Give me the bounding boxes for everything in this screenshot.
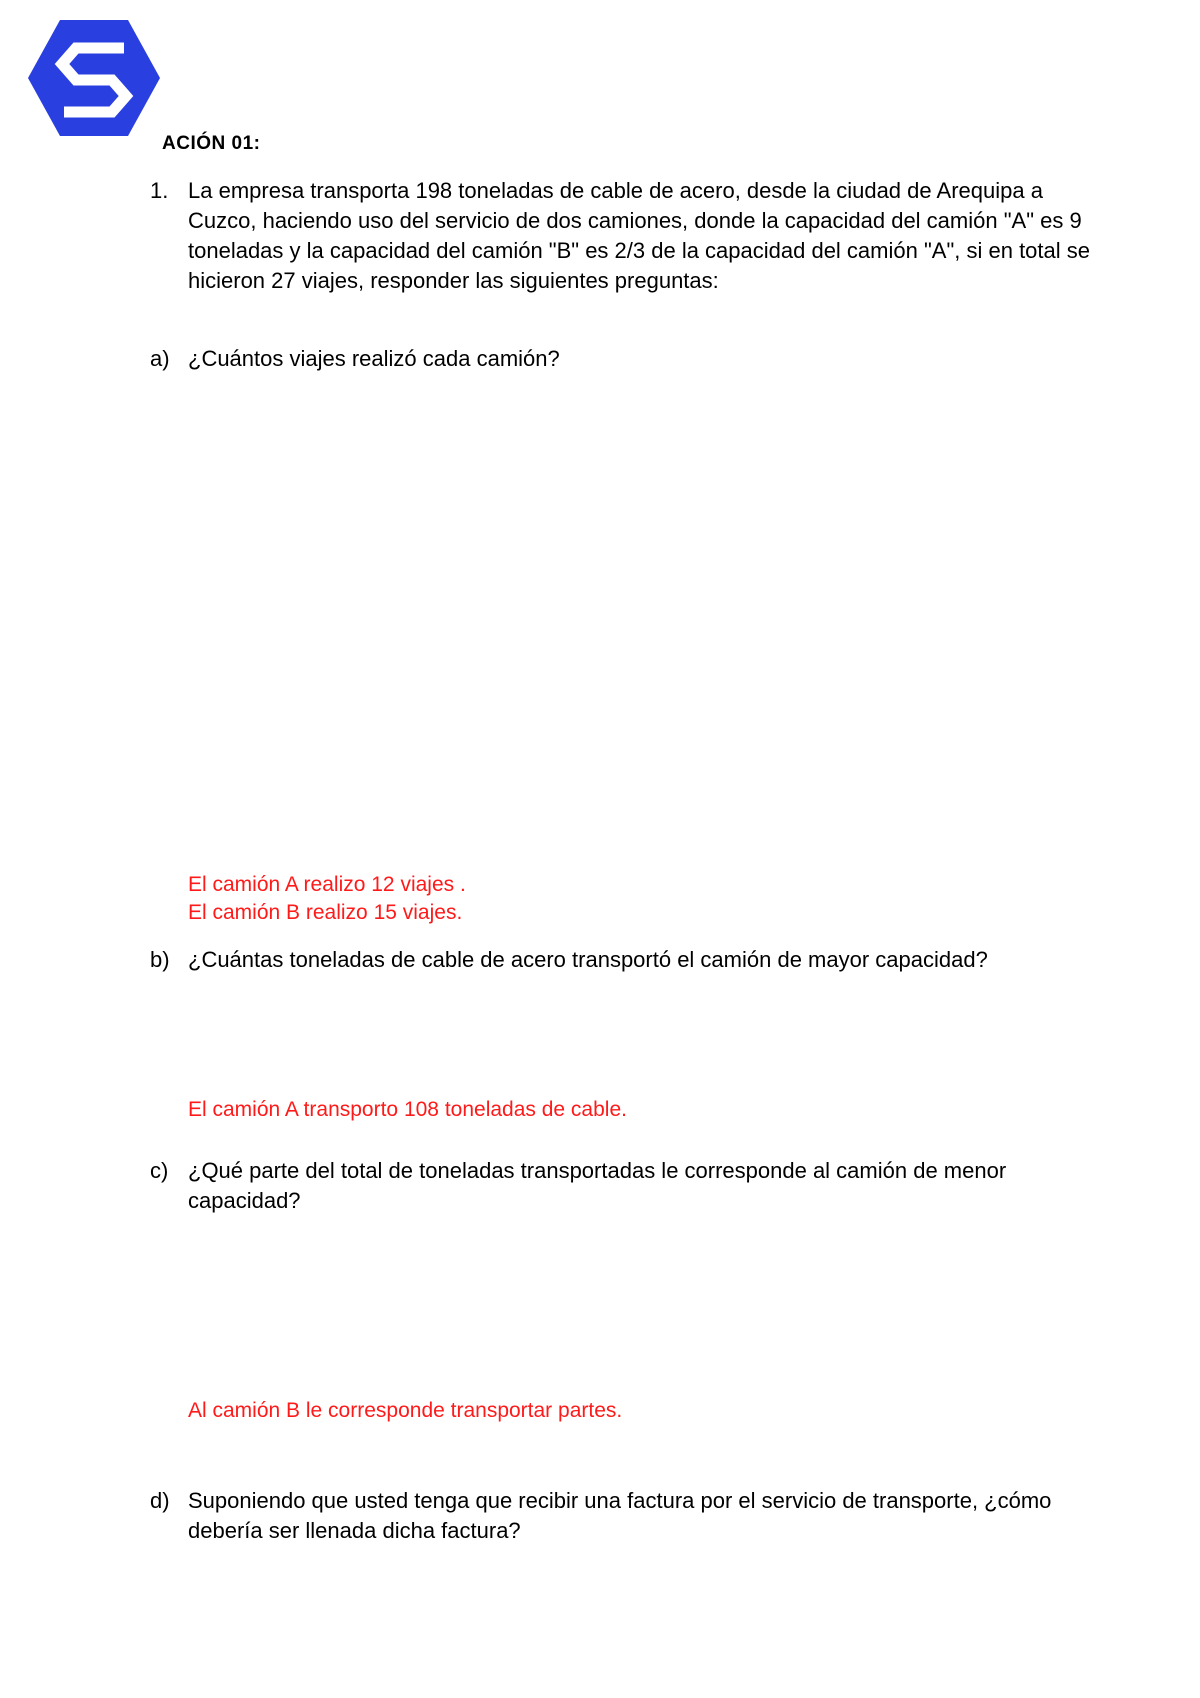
- question-text: Suponiendo que usted tenga que recibir una factura por el servicio de transporte, ¿cómo debería ser llenada dicha factura?: [188, 1488, 1052, 1543]
- question-marker: c): [150, 1158, 169, 1183]
- answer-a-line-1: El camión A realizo 12 viajes .: [188, 873, 466, 896]
- section-heading: ACIÓN 01:: [162, 133, 261, 154]
- question-a: [150, 344, 1095, 374]
- answer-c: Al camión B le corresponde transportar partes.: [188, 1399, 623, 1422]
- question-d: [150, 1486, 1095, 1546]
- question-text: ¿Cuántas toneladas de cable de acero transportó el camión de mayor capacidad?: [188, 947, 988, 972]
- problem-text: La empresa transporta 198 toneladas de cable de acero, desde la ciudad de Arequipa a Cuzco, haciendo uso del servicio de dos camiones, donde la capacidad del camión "A" es 9 toneladas y la capacidad del camión "B" es 2/3 de la capacidad del camión "A", si en total se hicieron 27 viajes, responder las siguientes preguntas:: [188, 178, 1090, 293]
- answer-a-line-2: El camión B realizo 15 viajes.: [188, 901, 463, 924]
- question-marker: d): [150, 1488, 170, 1513]
- answer-b: El camión A transporto 108 toneladas de cable.: [188, 1098, 627, 1121]
- question-marker: a): [150, 346, 170, 371]
- question-text: ¿Qué parte del total de toneladas transportadas le corresponde al camión de menor capacidad?: [188, 1158, 1007, 1213]
- question-marker: b): [150, 947, 170, 972]
- question-b: [150, 945, 1095, 975]
- question-text: ¿Cuántos viajes realizó cada camión?: [188, 346, 560, 371]
- company-logo: [26, 18, 162, 138]
- problem-statement: [150, 176, 1095, 296]
- question-c: [150, 1156, 1095, 1216]
- problem-number: 1.: [150, 178, 169, 203]
